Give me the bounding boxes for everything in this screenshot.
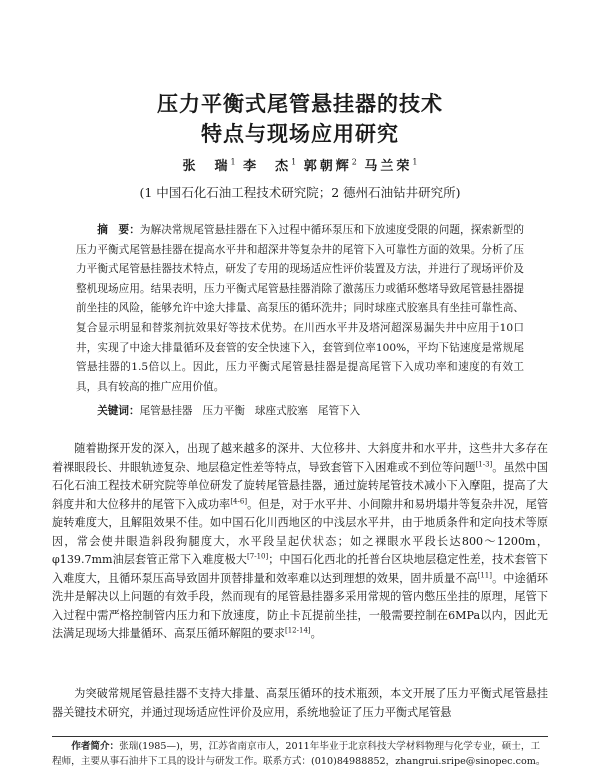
paper-title-line-1: 压力平衡式尾管悬挂器的技术: [157, 92, 443, 116]
paper-title-line-2: 特点与现场应用研究: [201, 122, 399, 146]
author-affiliation-mark: 1: [230, 157, 236, 167]
citation-ref: [11]: [477, 570, 492, 579]
keyword: 尾管下入: [317, 405, 361, 417]
keyword: 压力平衡: [202, 405, 245, 417]
keyword: 尾管悬挂器: [139, 405, 193, 417]
author-name: 马兰荣: [364, 159, 413, 174]
abstract-label: 摘 要：: [97, 224, 140, 236]
author-name: 李 杰: [243, 159, 292, 174]
author-list: [0, 155, 600, 174]
author-name: 郭朝辉: [303, 159, 352, 174]
citation-ref: [7-10]: [247, 552, 269, 561]
affiliations: (1 中国石化石油工程技术研究院；2 德州石油钻井研究所): [139, 185, 461, 200]
abstract-text: 为解决常规尾管悬挂器在下入过程中循环泵压和下放速度受限的问题，探索新型的压力平衡式尾管悬挂器在提高水平井和超深井等复杂井的尾管下入可靠性方面的效果。分析了压力平衡式尾管悬挂器技术特点，研发了专用的现场适应性评价装置及方法，并进行了现场评价及整机现场应用。结果表明，压力平衡式尾管悬挂器消除了激荡压力或循环憋堵导致尾管悬挂器提前坐挂的风险，能够允许中途大排量、高泵压的循环洗井；同时球座式胶塞具有坐挂可靠性高、复合显示明显和替浆剂抗效果好等技术优势。在川西水平井及塔河超深易漏失井中应用于10口井，实现了中途大排量循环及套管的安全快速下入，套管到位率100%，平均下钻速度是常规尾管悬挂器的1.5倍以上。因此，压力平衡式尾管悬挂器是提高尾管下入成功率和速度的有效工具，具有较高的推广应用价值。: [76, 224, 525, 393]
body-text-segment: 。: [310, 627, 322, 640]
citation-ref: [4-6]: [230, 496, 248, 505]
body-text-segment: 。虽然中国石化石油工程技术研究院等单位研发了旋转尾管悬挂器，通过旋转尾管技术减小下入摩阻，提高了大斜度井和大位移井的尾管下入成功率: [52, 460, 548, 511]
citation-ref: [1-3]: [475, 459, 493, 468]
body-paragraph-1: [52, 440, 548, 644]
footnote-text: 张瑞(1985—)，男，江苏省南京市人，2011年毕业于北京科技大学材料物理与化学专业，硕士，工程师，主要从事石油井下工具的设计与研发工作。联系方式：(010)84988852，zhangrui.sripe@sinopec.com。: [52, 741, 546, 767]
abstract: [76, 221, 524, 397]
keyword: 球座式胶塞: [254, 405, 308, 417]
keywords-label: 关键词：: [97, 405, 140, 417]
keywords: [76, 402, 524, 421]
author-footnote: [52, 740, 548, 769]
author-name: 张 瑞: [182, 159, 231, 174]
author-affiliation-mark: 1: [291, 157, 297, 167]
body-text-segment: 。中途循环洗井是解决以上问题的有效手段，然而现有的尾管悬挂器多采用常规的管内憋压坐挂的原理，尾管下入过程中需严格控制管内压力和下放速度，防止卡瓦提前坐挂，一般需要控制在6MPa以内，因此无法满足现场大排量循环、高泵压循环解阻的要求: [52, 571, 548, 640]
body-text-segment: ；中国石化西北的托普台区块地层稳定性差，技术套管下入难度大，且循环泵压高导致固井顶替排量和效率难以达到理想的效果，固井质量不高: [52, 553, 548, 585]
footnote-divider: [52, 736, 548, 737]
footnote-label: 作者简介：: [71, 741, 120, 752]
body-text-segment: 。但是，对于水平井、小间隙井和易坍塌井等复杂井况，尾管旋转难度大，且解阻效果不佳。如中国石化川西地区的中浅层水平井，由于地质条件和定向技术等原因，常会使井眼造斜段狗腿度大，水平段呈起伏状态；如之裸眼水平段长达800～1200m，φ139.7mm油层套管正常下入难度极大: [52, 497, 548, 566]
author-affiliation-mark: 2: [351, 157, 357, 167]
author-affiliation-mark: 1: [412, 157, 418, 167]
citation-ref: [12-14]: [284, 626, 311, 635]
body-paragraph-2: 为突破常规尾管悬挂器不支持大排量、高泵压循环的技术瓶颈，本文开展了压力平衡式尾管悬挂器关键技术研究，并通过现场适应性评价及应用，系统地验证了压力平衡式尾管悬: [52, 687, 548, 719]
body-text-segment: 随着勘探开发的深入，出现了越来越多的深井、大位移井、大斜度井和水平井，这些井大多存在着裸眼段长、井眼轨迹复杂、地层稳定性差等特点，导致套管下入困难或不到位等问题: [52, 442, 548, 474]
